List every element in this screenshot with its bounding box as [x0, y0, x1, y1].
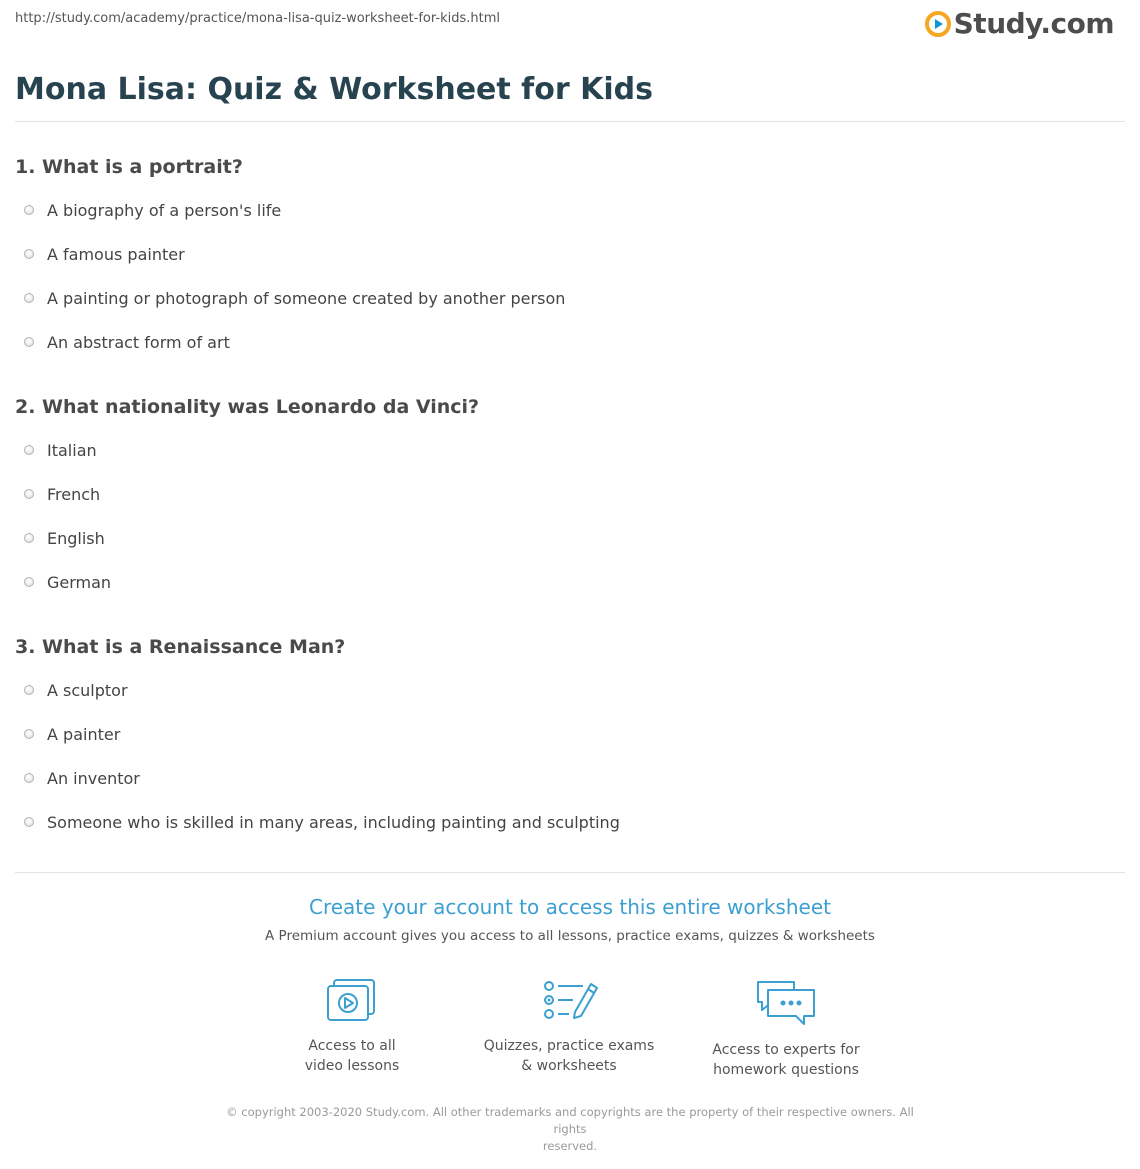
- radio-button[interactable]: [24, 685, 34, 695]
- answer-option[interactable]: [24, 723, 120, 745]
- cta-divider: [15, 872, 1125, 873]
- radio-button[interactable]: [24, 533, 34, 543]
- page-url: http://study.com/academy/practice/mona-lisa-quiz-worksheet-for-kids.html: [15, 11, 500, 26]
- answer-option[interactable]: [24, 767, 140, 789]
- answer-option[interactable]: [24, 571, 111, 593]
- cta-subtitle: A Premium account gives you access to all lessons, practice exams, quizzes & worksheets: [265, 928, 875, 944]
- copyright-line: reserved.: [542, 1139, 598, 1153]
- feature-experts: [686, 978, 886, 1080]
- feature-video-lessons: [252, 978, 452, 1076]
- feature-line: video lessons: [304, 1058, 400, 1074]
- question-1: 1. What is a portrait?: [15, 156, 243, 178]
- answer-label: An inventor: [47, 768, 140, 788]
- title-divider: [15, 121, 1125, 122]
- create-account-link[interactable]: Create your account to access this entire worksheet: [309, 895, 831, 919]
- radio-button[interactable]: [24, 249, 34, 259]
- feature-line: & worksheets: [521, 1058, 617, 1074]
- radio-button[interactable]: [24, 729, 34, 739]
- answer-label: German: [47, 572, 112, 592]
- video-lessons-icon: [324, 978, 380, 1024]
- answer-option[interactable]: [24, 199, 281, 221]
- feature-line: Access to experts for: [712, 1042, 860, 1058]
- feature-line: Access to all: [308, 1038, 396, 1054]
- answer-option[interactable]: [24, 679, 128, 701]
- cta-subtitle-wrap: [0, 925, 1140, 944]
- answer-option[interactable]: [24, 527, 105, 549]
- answer-label: Someone who is skilled in many areas, including painting and sculpting: [47, 812, 620, 832]
- play-logo-icon: [925, 11, 951, 37]
- radio-button[interactable]: [24, 337, 34, 347]
- answer-label: A sculptor: [47, 680, 128, 700]
- answer-option[interactable]: [24, 483, 100, 505]
- chat-bubbles-icon: [754, 978, 818, 1028]
- answer-label: French: [47, 484, 101, 504]
- radio-button[interactable]: [24, 489, 34, 499]
- radio-button[interactable]: [24, 445, 34, 455]
- logo-text: Study.com: [953, 7, 1114, 40]
- radio-button[interactable]: [24, 577, 34, 587]
- answer-label: English: [47, 528, 105, 548]
- radio-button[interactable]: [24, 205, 34, 215]
- answer-label: A famous painter: [47, 244, 185, 264]
- quiz-checklist-icon: [539, 978, 599, 1024]
- answer-label: Italian: [47, 440, 97, 460]
- answer-label: A painting or photograph of someone created by another person: [47, 288, 566, 308]
- page-title: Mona Lisa: Quiz & Worksheet for Kids: [15, 72, 653, 107]
- question-3: 3. What is a Renaissance Man?: [15, 636, 346, 658]
- answer-option[interactable]: [24, 243, 185, 265]
- answer-option[interactable]: [24, 287, 565, 309]
- answer-label: A painter: [47, 724, 121, 744]
- answer-option[interactable]: [24, 331, 230, 353]
- copyright-line: © copyright 2003-2020 Study.com. All other trademarks and copyrights are the property of their respective owners. All rights: [226, 1105, 914, 1136]
- cta-title-wrap: [0, 895, 1140, 919]
- radio-button[interactable]: [24, 293, 34, 303]
- answer-label: An abstract form of art: [47, 332, 230, 352]
- answer-label: A biography of a person's life: [47, 200, 282, 220]
- feature-line: Quizzes, practice exams: [483, 1038, 655, 1054]
- feature-quizzes: [469, 978, 669, 1076]
- study-logo[interactable]: [925, 8, 1114, 40]
- radio-button[interactable]: [24, 773, 34, 783]
- question-2: 2. What nationality was Leonardo da Vinci?: [15, 396, 480, 418]
- copyright-notice: [210, 1104, 930, 1155]
- answer-option[interactable]: [24, 811, 620, 833]
- answer-option[interactable]: [24, 439, 97, 461]
- feature-line: homework questions: [713, 1062, 859, 1078]
- radio-button[interactable]: [24, 817, 34, 827]
